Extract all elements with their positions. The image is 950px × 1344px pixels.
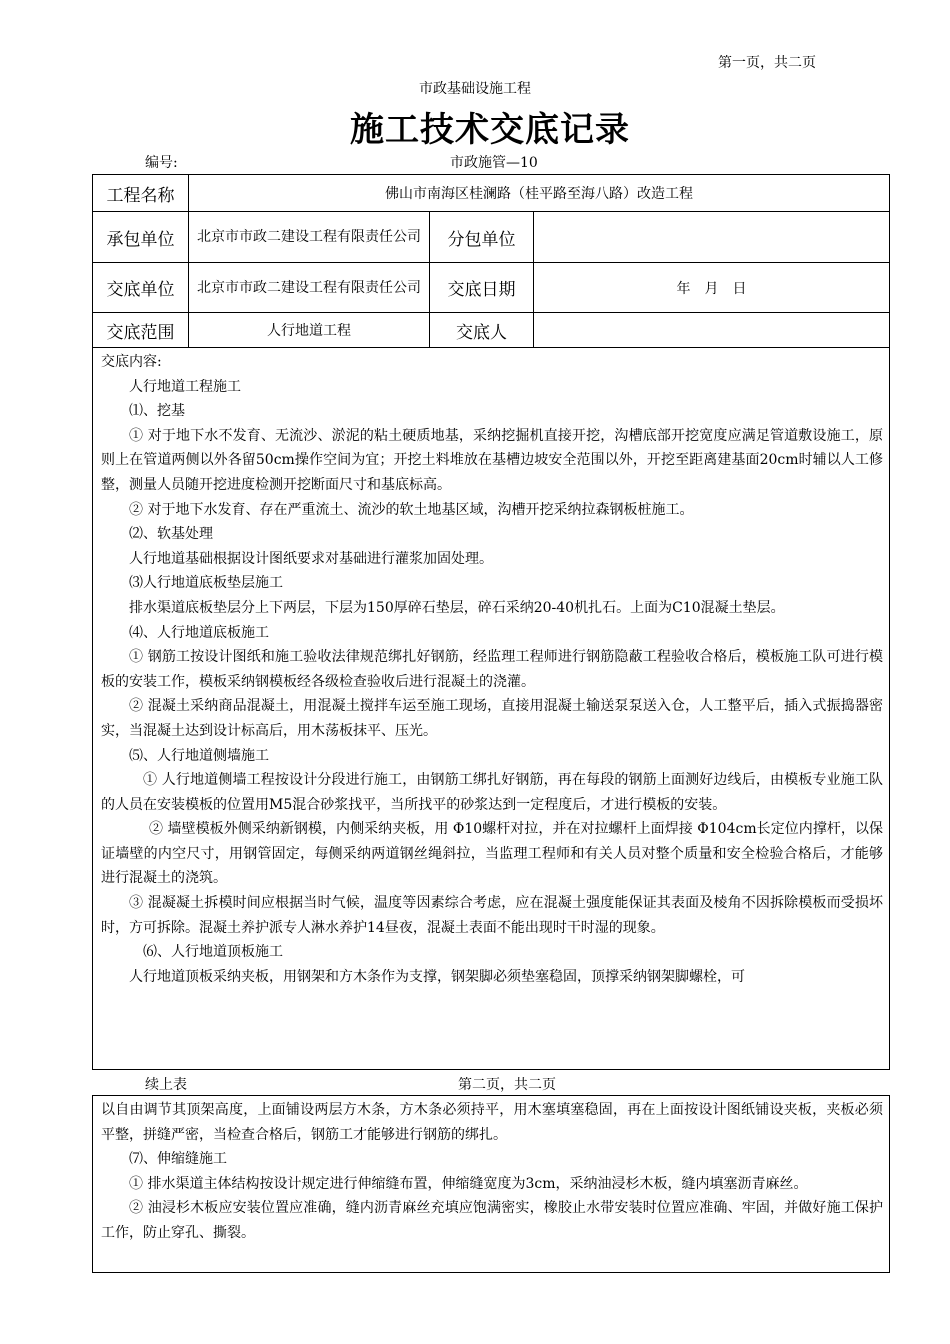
- content-paragraph: ⑷、人行地道底板施工: [129, 624, 269, 641]
- page-number-2: 第二页，共二页: [458, 1077, 556, 1093]
- date-label: 交底日期: [430, 263, 534, 313]
- project-name-label: 工程名称: [93, 175, 189, 212]
- content-paragraph: ① 对于地下水不发育、无流沙、淤泥的粘土硬质地基，采纳挖掘机直接开挖，沟槽底部开挖宽度应满足管道敷设施工，原则上在管道两侧以外各留50cm操作空间为宜；开挖土料堆放在基槽边坡安全范围以外，开挖至距离建基面20cm时辅以人工修整，测量人员随开挖进度检测开挖断面尺寸和基底标高。: [101, 427, 883, 493]
- content-heading: 交底内容:: [101, 354, 162, 370]
- date-value: 年 月 日: [534, 263, 890, 313]
- table-row: [93, 175, 890, 212]
- content-paragraph: ⑶人行地道底板垫层施工: [129, 575, 283, 592]
- contractor-value: 北京市市政二建设工程有限责任公司: [189, 212, 430, 263]
- scope-value: 人行地道工程: [189, 313, 430, 348]
- document-subtitle: 市政基础设施工程: [419, 81, 531, 97]
- table-row: [93, 263, 890, 313]
- person-label: 交底人: [430, 313, 534, 348]
- continued-label: 续上表: [145, 1077, 187, 1093]
- content-paragraph: ② 墙壁模板外侧采纳新钢模，内侧采纳夹板，用 Φ10螺杆对拉，并在对拉螺杆上面焊接 Φ104cm长定位内撑杆，以保证墙壁的内空尺寸，用钢管固定，每侧采纳两道钢丝绳斜拉，当监理工程师和有关人员对整个质量和安全检验合格后，才能够进行混凝土的浇筑。: [101, 821, 883, 887]
- content-paragraph: ⑹、人行地道顶板施工: [143, 944, 283, 961]
- issuer-value: 北京市市政二建设工程有限责任公司: [189, 263, 430, 313]
- code-label: 编号:: [145, 155, 178, 171]
- content-paragraph: 以自由调节其顶架高度，上面铺设两层方木条，方木条必须持平，用木塞填塞稳固，再在上面按设计图纸铺设夹板，夹板必须平整，拼缝严密，当检查合格后，钢筋工才能够进行钢筋的绑扎。: [101, 1102, 883, 1143]
- scope-label: 交底范围: [93, 313, 189, 348]
- document-title: 施工技术交底记录: [350, 110, 630, 150]
- content-box-2: [92, 1095, 890, 1273]
- contractor-label: 承包单位: [93, 212, 189, 263]
- person-value: [534, 313, 890, 348]
- content-paragraph: 人行地道基础根据设计图纸要求对基础进行灌浆加固处理。: [129, 550, 493, 567]
- content-paragraph: ② 对于地下水发育、存在严重流土、流沙的软土地基区域，沟槽开挖采纳拉森钢板桩施工。: [129, 501, 694, 518]
- page-number-1: 第一页，共二页: [718, 55, 816, 71]
- subcontractor-value: [534, 212, 890, 263]
- content-paragraph: ① 排水渠道主体结构按设计规定进行伸缩缝布置，伸缩缝宽度为3cm，采纳油浸杉木板，缝内填塞沥青麻丝。: [129, 1175, 808, 1192]
- content-box: [92, 348, 890, 1070]
- table-row: [93, 212, 890, 263]
- content-paragraph: ② 混凝土采纳商品混凝土，用混凝土搅拌车运至施工现场，直接用混凝土输送泵泵送入仓，人工整平后，插入式振捣器密实，当混凝土达到设计标高后，用木荡板抹平、压光。: [101, 698, 883, 739]
- content-paragraph: ① 人行地道侧墙工程按设计分段进行施工，由钢筋工绑扎好钢筋，再在每段的钢筋上面测好边线后，由模板专业施工队的人员在安装模板的位置用M5混合砂浆找平，当所找平的砂浆达到一定程度后，才进行模板的安装。: [101, 772, 883, 813]
- content-paragraph: ⑴、挖基: [129, 403, 185, 420]
- header-table: [92, 174, 890, 348]
- content-paragraph: ② 油浸杉木板应安装位置应准确，缝内沥青麻丝充填应饱满密实，橡胶止水带安装时位置应准确、牢固，并做好施工保护工作，防止穿孔、撕裂。: [101, 1200, 883, 1241]
- issuer-label: 交底单位: [93, 263, 189, 313]
- project-name-value: 佛山市南海区桂澜路（桂平路至海八路）改造工程: [189, 175, 890, 212]
- content-paragraph: ③ 混凝凝土拆模时间应根据当时气候，温度等因素综合考虑，应在混凝土强度能保证其表面及棱角不因拆除模板而受损坏时，方可拆除。混凝土养护派专人淋水养护14昼夜，混凝土表面不能出现时干时湿的现象。: [101, 895, 883, 936]
- code-value: 市政施管—10: [450, 155, 538, 171]
- content-paragraph: 排水渠道底板垫层分上下两层，下层为150厚碎石垫层，碎石采纳20-40机扎石。上面为C10混凝土垫层。: [129, 599, 785, 616]
- subcontractor-label: 分包单位: [430, 212, 534, 263]
- content-paragraph: ⑺、伸缩缝施工: [129, 1151, 227, 1168]
- content-paragraph: ① 钢筋工按设计图纸和施工验收法律规范绑扎好钢筋，经监理工程师进行钢筋隐蔽工程验收合格后，模板施工队可进行模板的安装工作，模板采纳钢模板经各级检查验收后进行混凝土的浇灌。: [101, 649, 883, 690]
- content-paragraph: ⑵、软基处理: [129, 526, 213, 543]
- content-paragraph: ⑸、人行地道侧墙施工: [129, 747, 269, 764]
- content-paragraph: 人行地道顶板采纳夹板，用钢架和方木条作为支撑，钢架脚必须垫塞稳固，顶撑采纳钢架脚螺栓，可: [129, 968, 745, 985]
- content-paragraph: 人行地道工程施工: [129, 378, 241, 395]
- table-row: [93, 313, 890, 348]
